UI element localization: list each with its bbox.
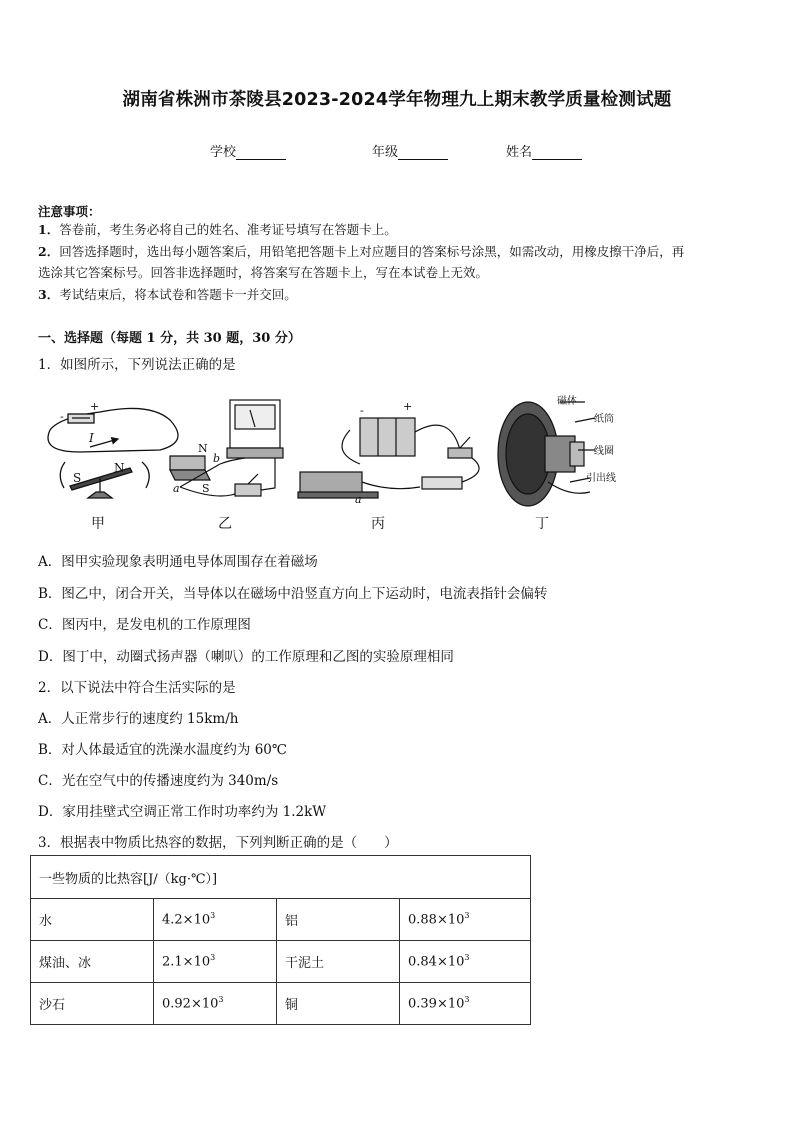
q2-option-b[interactable]: B．对人体最适宜的洗澡水温度约为 60℃ — [38, 742, 287, 758]
table-row: 水 $4.2\times 10^3$ 铝 $0.88\times 10^3$ — [31, 899, 531, 941]
table-row: 煤油、冰 $2.1\times 10^3$ 干泥土 $0.84\times 10^3$ — [31, 941, 531, 983]
q2-option-d[interactable]: D．家用挂壁式空调正常工作时功率约为 1.2kW — [38, 804, 327, 820]
fig-label-ding: 丁 — [535, 516, 549, 532]
grade-field[interactable]: 年级 — [372, 141, 448, 160]
figure-bing — [298, 400, 479, 506]
note-2b: 选涂其它答案标号。回答非选择题时，将答案写在答题卡上，写在本试卷上无效。 — [38, 265, 489, 280]
svg-text:纸筒: 纸筒 — [594, 414, 614, 425]
question-3-stem: 3．根据表中物质比热容的数据，下列判断正确的是（ ） — [38, 835, 398, 851]
svg-text:N: N — [198, 442, 208, 455]
question-2-stem: 2．以下说法中符合生活实际的是 — [38, 680, 236, 696]
q1-option-a[interactable]: A．图甲实验现象表明通电导体周围存在着磁场 — [38, 554, 318, 570]
q2-option-c[interactable]: C．光在空气中的传播速度约为 340m/s — [38, 773, 279, 789]
fig-label-jia: 甲 — [91, 516, 105, 532]
svg-text:S: S — [73, 471, 82, 485]
note-1: 1．答卷前，考生务必将自己的姓名、准考证号填写在答题卡上。 — [38, 222, 397, 237]
svg-text:b: b — [213, 452, 221, 465]
svg-text:线圈: 线圈 — [594, 446, 614, 457]
q1-option-b[interactable]: B．图乙中，闭合开关，当导体以在磁场中沿竖直方向上下运动时，电流表指针会偏转 — [38, 586, 548, 602]
q1-option-d[interactable]: D．图丁中，动圈式扬声器（喇叭）的工作原理和乙图的实验原理相同 — [38, 649, 454, 665]
svg-text:+: + — [90, 400, 100, 413]
fig-label-yi: 乙 — [218, 516, 232, 532]
table-title: 一些物质的比热容[J/（kg·℃）] — [31, 856, 531, 899]
page-title: 湖南省株洲市茶陵县2023-2024学年物理九上期末教学质量检测试题 — [122, 90, 672, 110]
svg-text:+: + — [403, 400, 413, 413]
svg-text:磁体: 磁体 — [557, 396, 577, 407]
fig-label-bing: 丙 — [371, 516, 385, 532]
table-row: 沙石 $0.92\times 10^3$ 铜 $0.39\times 10^3$ — [31, 983, 531, 1025]
figure-jia — [48, 400, 178, 498]
svg-text:-: - — [60, 410, 64, 423]
section-heading: 一、选择题（每题 1 分，共 30 题，30 分） — [38, 331, 301, 346]
q2-option-a[interactable]: A．人正常步行的速度约 15km/h — [38, 711, 239, 727]
table-header-row — [31, 856, 531, 899]
svg-text:-: - — [360, 404, 364, 417]
school-field[interactable]: 学校 — [210, 141, 286, 160]
specific-heat-table — [30, 855, 531, 1025]
note-2a: 2．回答选择题时，选出每小题答案后，用铅笔把答题卡上对应题目的答案标号涂黑，如需改动，用橡皮擦干净后，再 — [38, 244, 685, 259]
q1-option-c[interactable]: C．图丙中，是发电机的工作原理图 — [38, 617, 251, 633]
note-3: 3．考试结束后，将本试卷和答题卡一并交回。 — [38, 287, 297, 302]
svg-text:a: a — [173, 482, 180, 495]
question-1-stem: 1．如图所示，下列说法正确的是 — [38, 357, 236, 373]
svg-text:a: a — [355, 493, 362, 506]
svg-text:S: S — [202, 482, 210, 495]
svg-text:I: I — [89, 431, 94, 445]
name-field[interactable]: 姓名 — [506, 141, 582, 160]
q1-figures — [30, 392, 630, 512]
svg-text:N: N — [114, 461, 125, 475]
figure-ding — [498, 394, 616, 506]
notes-heading: 注意事项： — [38, 204, 101, 219]
figure-yi — [170, 400, 283, 496]
svg-text:引出线: 引出线 — [586, 473, 616, 484]
